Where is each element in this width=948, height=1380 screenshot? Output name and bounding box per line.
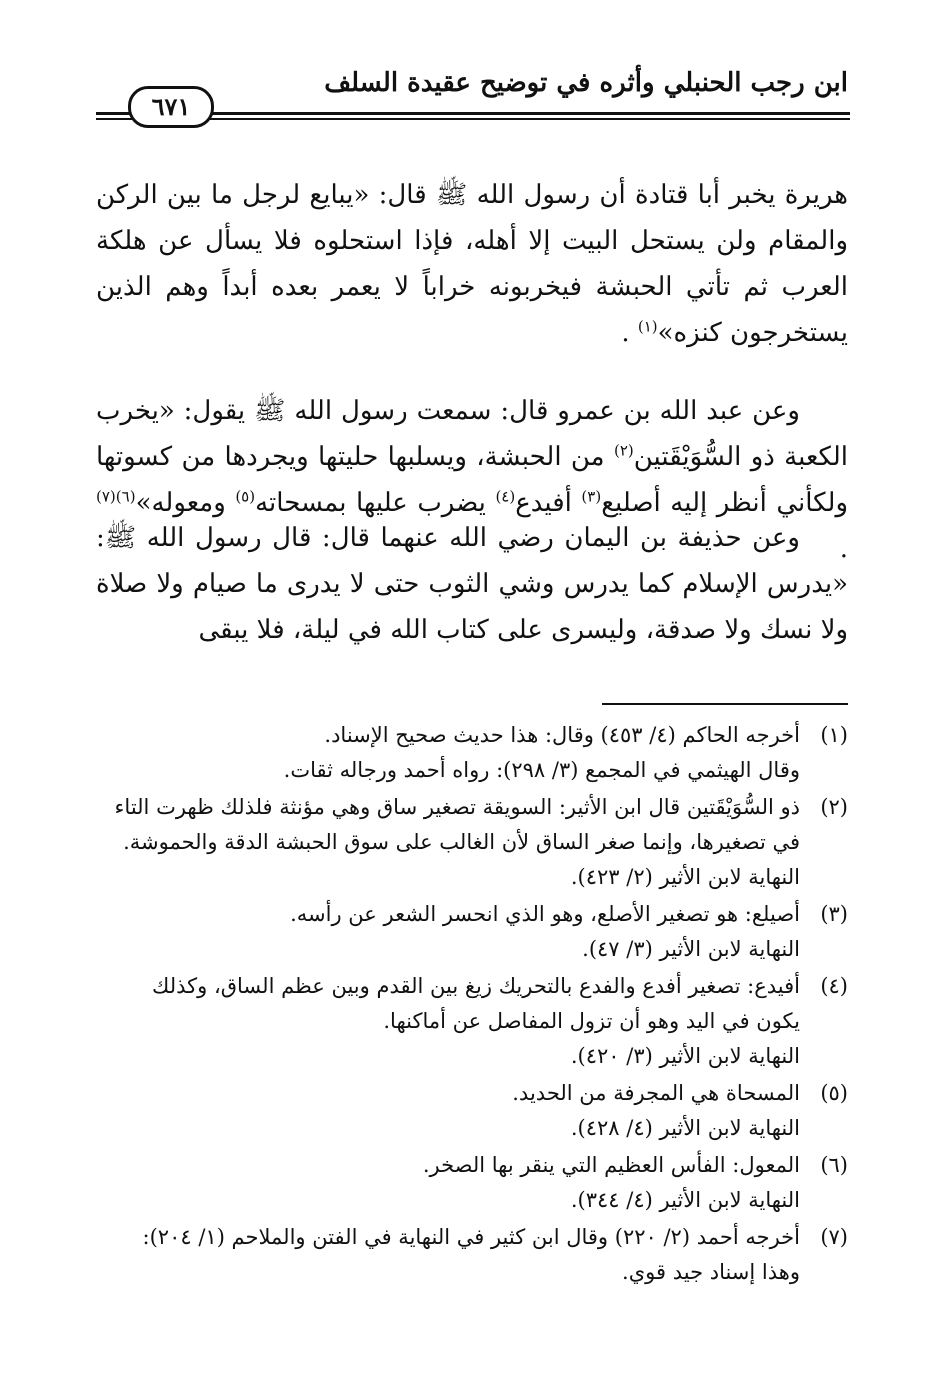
paragraph-2-text-c: أفيدع [515, 488, 572, 518]
footnote-line: المعول: الفأس العظيم التي ينقر بها الصخر. [422, 1153, 800, 1177]
footnote-number: (٦) [820, 1153, 848, 1177]
footnotes [96, 718, 848, 1292]
footnote-mark-2: (٢) [613, 441, 634, 460]
footnote-1 [96, 718, 848, 788]
footnote-number: (٧) [820, 1225, 848, 1249]
paragraph-2-text-b: من الحبشة، ويسلبها حليتها ويجردها من كسوتها ولكأني أنظر إليه أصليع [96, 442, 849, 518]
footnote-3 [96, 897, 848, 967]
footnote-number: (٤) [820, 974, 848, 998]
paragraph-2-text-d: يضرب عليها بمسحاته [255, 488, 486, 518]
footnote-mark-6-7: (٦)(٧) [96, 487, 136, 506]
footnote-line: النهاية لابن الأثير (٤/ ٣٤٤). [570, 1188, 800, 1212]
footnote-number: (٣) [820, 902, 848, 926]
paragraph-2-text-e: ومعوله» [135, 488, 226, 518]
paragraph-1-text: هريرة يخبر أبا قتادة أن رسول الله ﷺ قال: «يبايع لرجل ما بين الركن والمقام ولن يستحل البيت إلا أهله، فإذا استحلوه فلا يسأل عن هلكة العرب ثم تأتي الحبشة فيخربونه خراباً لا يعمر بعده أبداً وهم الذين يستخرجون كنزه» [96, 180, 848, 348]
paragraph-3-text: وعن حذيفة بن اليمان رضي الله عنهما قال: قال رسول الله ﷺ: «يدرس الإسلام كما يدرس وشي الثوب حتى لا يدرى ما صيام ولا صلاة ولا نسك ولا صدقة، وليسرى على كتاب الله في ليلة، فلا يبقى [96, 523, 848, 645]
running-head-title: ابن رجب الحنبلي وأثره في توضيح عقيدة السلف [324, 68, 848, 98]
footnote-line: أصيلع: هو تصغير الأصلع، وهو الذي انحسر الشعر عن رأسه. [290, 902, 800, 926]
footnote-separator [602, 703, 848, 705]
footnote-6 [96, 1148, 848, 1218]
footnote-line: أخرجه أحمد (٢/ ٢٢٠) وقال ابن كثير في النهاية في الفتن والملاحم (١/ ٢٠٤): [142, 1225, 800, 1249]
footnote-line: وقال الهيثمي في المجمع (٣/ ٢٩٨): رواه أحمد ورجاله ثقات. [283, 758, 800, 782]
footnote-line: يكون في اليد وهو أن تزول المفاصل عن أماكنها. [383, 1009, 800, 1033]
footnote-7 [96, 1220, 848, 1290]
paragraph-2-period: . [839, 534, 848, 564]
footnote-line: ذو السُّوَيْقَتين قال ابن الأثير: السويقة تصغير ساق وهي مؤنثة فلذلك ظهرت التاء [114, 795, 800, 819]
footnote-number: (٥) [820, 1081, 848, 1105]
footnote-number: (١) [820, 723, 848, 747]
footnote-line: المسحاة هي المجرفة من الحديد. [512, 1081, 800, 1105]
footnote-mark-1: (١) [637, 317, 658, 336]
footnote-5 [96, 1076, 848, 1146]
footnote-2 [96, 790, 848, 895]
footnote-line: النهاية لابن الأثير (٢/ ٤٢٣). [570, 865, 800, 889]
paragraph-2-text-a: وعن عبد الله بن عمرو قال: سمعت رسول الله ﷺ يقول: «يخرب الكعبة ذو السُّوَيْقَتين [96, 396, 849, 472]
footnote-number: (٢) [820, 795, 848, 819]
footnote-line: أفيدع: تصغير أفدع والفدع بالتحريك زيغ بين القدم وبين عظم الساق، وكذلك [152, 974, 800, 998]
page-number: ٦٧١ [128, 86, 214, 128]
footnote-mark-3: (٣) [581, 487, 602, 506]
footnote-line: وهذا إسناد جيد قوي. [622, 1260, 800, 1284]
footnote-line: النهاية لابن الأثير (٤/ ٤٢٨). [570, 1116, 800, 1140]
footnote-line: أخرجه الحاكم (٤/ ٤٥٣) وقال: هذا حديث صحيح الإسناد. [324, 723, 800, 747]
footnote-line: النهاية لابن الأثير (٣/ ٤٢٠). [570, 1044, 800, 1068]
paragraph-1-period: . [621, 318, 630, 348]
footnote-line: النهاية لابن الأثير (٣/ ٤٧). [582, 937, 800, 961]
footnote-mark-4: (٤) [495, 487, 516, 506]
footnote-mark-5: (٥) [235, 487, 256, 506]
footnote-line: في تصغيرها، وإنما صغر الساق لأن الغالب على سوق الحبشة الدقة والحموشة. [123, 830, 800, 854]
paragraph-1 [96, 172, 848, 356]
paragraph-3 [96, 515, 848, 653]
footnote-4 [96, 969, 848, 1074]
